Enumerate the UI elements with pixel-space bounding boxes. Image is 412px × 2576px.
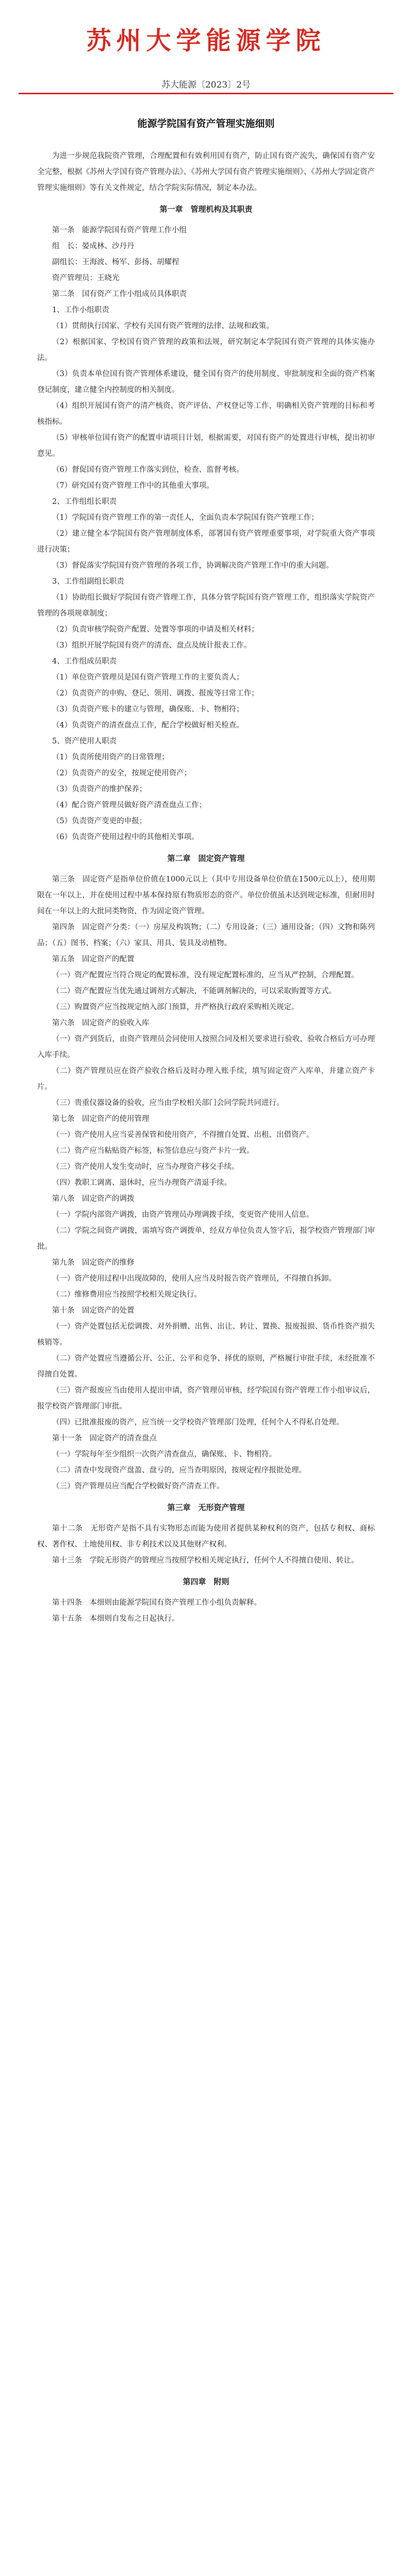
chapter-heading: 第四章 附则 (183, 1577, 229, 1586)
body-paragraph: 第十三条 学院无形资产的管理应当按照学校相关规定执行，任何个人不得擅自使用、转让。 (52, 1556, 359, 1565)
body-paragraph: （一）学院每年至少组织一次资产清查盘点，确保账、卡、物相符。 (52, 1450, 276, 1459)
body-paragraph: （三）购置资产应当按规定纳入部门预算，并严格执行政府采购相关规定。 (52, 1003, 299, 1011)
body-paragraph: （3）组织开展学院国有资产的清查、盘点及统计报表工作。 (52, 641, 252, 650)
body-paragraph: （2）负责资产的申购、登记、领用、调拨、报废等日常工作； (52, 689, 259, 698)
body-paragraph: 第四条 固定资产分类：（一）房屋及构筑物；（二）专用设备；（三）通用设备；（四）文物和陈列品；（五）图书、档案；（六）家具、用具、装具及动植物。 (37, 923, 375, 947)
body-paragraph: 第七条 固定资产的使用管理 (52, 1115, 150, 1123)
body-paragraph: 2、工作组组长职责 (52, 498, 117, 506)
body-paragraph: （一）资产处置包括无偿调拨、对外捐赠、出售、出让、转让、置换、报废报损、货币性资产损失核销等。 (37, 1323, 375, 1347)
document-title: 能源学院国有资产管理实施细则 (137, 118, 275, 129)
body-paragraph: （3）督促落实学院国有资产管理的各项工作，协调解决资产管理工作中的重大问题。 (52, 562, 334, 570)
body-paragraph: （二）资产处置应当遵循公开、公正、公平和竞争、择优的原则，严格履行审批手续，未经批准不得擅自处置。 (37, 1354, 375, 1379)
body-paragraph: （一）资产到货后，由资产管理员会同使用人按照合同及相关要求进行验收，验收合格后方可办理入库手续。 (37, 1035, 375, 1059)
document-body (37, 116, 375, 1627)
body-paragraph: （3）负责资产的维护保养； (52, 785, 147, 793)
body-paragraph: （6）负责资产使用过程中的其他相关事项。 (52, 833, 199, 841)
body-paragraph: 第八条 固定资产的调拨 (52, 1195, 135, 1203)
org-header-title: 苏州大学能源学院 (86, 26, 326, 55)
body-paragraph: （7）研究国有资产管理工作中的其他重大事项。 (52, 482, 214, 490)
body-paragraph: （2）负责审核学院资产配置、处置等事项的申请及相关材料； (52, 625, 259, 634)
body-paragraph: 第一条 能源学院国有资产管理工作小组 (52, 226, 187, 234)
chapter-heading: 第三章 无形资产管理 (167, 1503, 245, 1512)
body-paragraph: （2）建立健全本学院国有资产管理制度体系，部署国有资产管理重要事项，对学院重大资产事项进行决策； (37, 530, 375, 554)
chapter-heading: 第一章 管理机构及其职责 (159, 205, 253, 214)
body-paragraph: 第十一条 固定资产的清查盘点 (52, 1434, 157, 1443)
body-paragraph: （1）协助组长做好学院国有资产管理工作，具体分管学院国有资产管理工作，组织落实学院资产管理的各项规章制度； (37, 594, 375, 618)
body-paragraph: （二）学院之间资产调拨，需填写资产调拨单，经双方单位负责人签字后，报学校资产管理部门审批。 (37, 1227, 375, 1251)
body-paragraph: 第六条 固定资产的验收入库 (52, 1019, 150, 1027)
body-paragraph: 4、工作组成员职责 (52, 657, 117, 666)
body-paragraph: （1）学院国有资产管理工作的第一责任人，全面负责本学院国有资产管理工作； (52, 514, 319, 522)
chapter-heading: 第二章 固定资产管理 (167, 854, 245, 863)
body-paragraph: 为进一步规范我院资产管理，合理配置和有效利用国有资产，防止国有资产流失，确保国有资产安全完整，根据《苏州大学国有资产管理办法》、《苏州大学国有资产管理实施细则》、《苏州大学固定资产管理实施细则》等有关文件规定，结合学院实际情况，制定本办法。 (37, 152, 375, 192)
body-paragraph: （1）负责所使用资产的日常管理； (52, 753, 169, 761)
body-paragraph: 第五条 固定资产的配置 (52, 955, 135, 963)
body-paragraph: 3、工作组副组长职责 (52, 578, 124, 586)
body-paragraph: （三）资产报废应当由使用人提出申请，资产管理员审核，经学院国有资产管理工作小组审议后，报学校资产管理部门审批。 (37, 1386, 375, 1411)
body-paragraph: （1）单位资产管理员是国有资产管理工作的主要负责人； (52, 673, 244, 682)
body-paragraph: （二）资产管理员应在资产验收合格后及时办理入账手续，填写固定资产入库单，并建立资产卡片。 (37, 1067, 375, 1091)
body-paragraph: 副组长：王海波、杨军、彭扬、胡耀程 (52, 258, 179, 266)
body-paragraph: （2）根据国家、学校国有资产管理的政策和法规，研究制定本学院国有资产管理的具体实施办法。 (37, 338, 375, 362)
body-paragraph: （4）负责资产的清查盘点工作，配合学校做好相关检查。 (52, 721, 244, 730)
body-paragraph: 5、资产使用人职责 (52, 737, 117, 745)
body-paragraph: 第十条 固定资产的处置 (52, 1307, 135, 1315)
body-paragraph: （二）维修费用应当按照学校相关规定执行。 (52, 1291, 202, 1299)
body-paragraph: （三）资产管理员应当配合学校做好资产清查工作。 (52, 1482, 224, 1490)
body-paragraph: （一）资产使用人应当妥善保管和使用资产，不得擅自处置、出租、出借资产。 (52, 1131, 314, 1139)
header-red-rule (19, 93, 393, 94)
body-paragraph: （5）负责资产变更的申报； (52, 817, 147, 825)
paragraph-list (37, 148, 375, 1627)
document-number: 苏大能源〔2023〕2号 (161, 80, 251, 90)
body-paragraph: 第十四条 本细则由能源学院国有资产管理工作小组负责解释。 (52, 1599, 261, 1607)
body-paragraph: （一）资产使用过程中出现故障的，使用人应当及时报告资产管理员，不得擅自拆卸。 (52, 1275, 336, 1283)
body-paragraph: （4）配合资产管理员做好资产清查盘点工作； (52, 801, 207, 809)
body-paragraph: 第三条 固定资产是指单位价值在1000元以上（其中专用设备单位价值在1500元以上），使用期限在一年以上，并在使用过程中基本保持原有物质形态的资产。单位价值虽未达到规定标准，但耐用时间在一年以上的大批同类物资，作为固定资产管理。 (37, 875, 375, 916)
body-paragraph: （二）清查中发现资产盘盈、盘亏的，应当查明原因，按规定程序报批处理。 (52, 1466, 306, 1475)
body-paragraph: （四）教职工调离、退休时，应当办理资产清退手续。 (52, 1179, 232, 1187)
body-paragraph: （4）组织开展国有资产的清产核资、资产评估、产权登记等工作，明确相关资产管理的目标和考核指标。 (37, 402, 375, 426)
body-paragraph: （3）负责本单位国有资产管理体系建设，健全国有资产的使用制度、审批制度和全面的资产档案登记制度，建立健全内控制度的相关制度。 (37, 370, 375, 394)
body-paragraph: 资产管理员：王晓光 (52, 274, 120, 282)
body-paragraph: （3）负责资产账卡的建立与管理，确保账、卡、物相符； (52, 705, 244, 714)
body-paragraph: （6）督促国有资产管理工作落实到位，检查、监督考核。 (52, 466, 244, 474)
body-paragraph: （三）贵重仪器设备的验收，应当由学校相关部门会同学院共同进行。 (52, 1099, 284, 1107)
body-paragraph: （二）资产应当粘贴资产标签，标签信息应与资产卡片一致。 (52, 1147, 254, 1155)
body-paragraph: （1）贯彻执行国家、学校有关国有资产管理的法律、法规和政策。 (52, 322, 274, 330)
body-paragraph: （四）已批准报废的资产，应当统一交学校资产管理部门处理，任何个人不得私自处理。 (52, 1418, 344, 1427)
body-paragraph: （三）资产使用人发生变动时，应当办理资产移交手续。 (52, 1163, 239, 1171)
body-paragraph: 组 长：晏成林、沙丹丹 (52, 242, 135, 250)
body-paragraph: （2）负责资产的安全，按规定使用资产； (52, 769, 192, 777)
body-paragraph: （5）审核单位国有资产的配置申请项目计划，根据需要，对国有资产的处置进行审核，提出初审意见。 (37, 434, 375, 458)
body-paragraph: （二）资产配置应当优先通过调剂方式解决，不能调剂解决的，可以采取购置等方式。 (52, 987, 336, 995)
body-paragraph: 第九条 固定资产的维修 (52, 1259, 135, 1267)
body-paragraph: 第二条 国有资产工作小组成员具体职责 (52, 290, 187, 298)
body-paragraph: （一）学院内部资产调拨，由资产管理员办理调拨手续，变更资产使用人信息。 (52, 1211, 314, 1219)
body-paragraph: 第十二条 无形资产是指不具有实物形态而能为使用者提供某种权利的资产，包括专利权、商标权、著作权、土地使用权、非专利技术以及其他财产权利。 (37, 1524, 375, 1549)
body-paragraph: （一）资产配置应当符合规定的配置标准，没有规定配置标准的，应当从严控制，合理配置。 (52, 971, 359, 979)
body-paragraph: 1、工作小组职责 (52, 306, 109, 314)
body-paragraph: 第十五条 本细则自发布之日起执行。 (52, 1615, 179, 1623)
